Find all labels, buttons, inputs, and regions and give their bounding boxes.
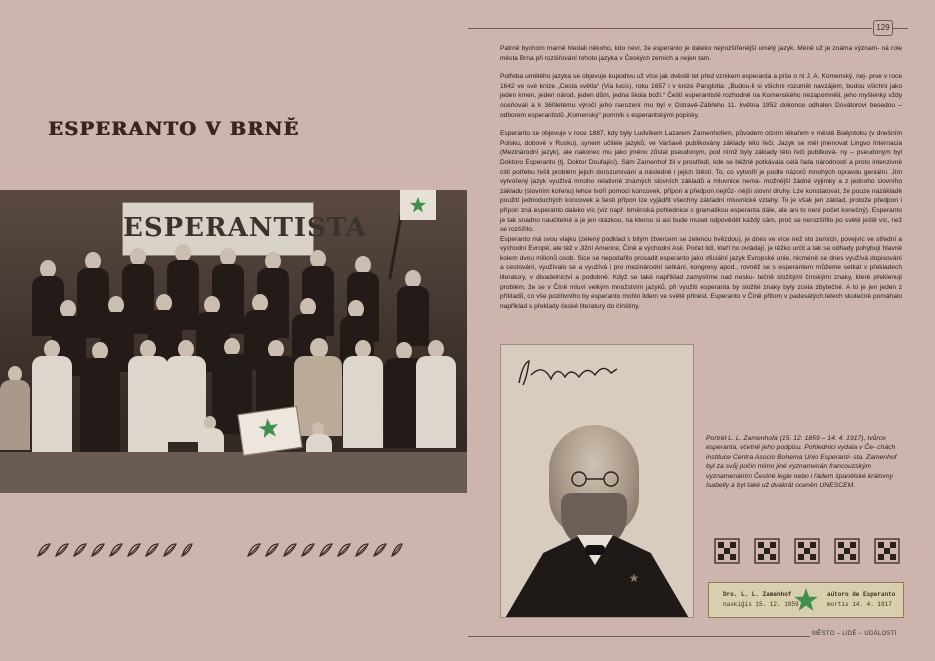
square-ornament-row [714,538,900,564]
stamp-role: aŭtoro de Esperanto [827,591,896,598]
photo-sign [237,406,302,456]
star-icon [256,416,281,441]
article-paragraph: Esperanto má svou vlajku (zelený podklad s bílým čtvercem se zelenou hvězdou), je dnes ve více než sto zemích, povejvíc ve střední a východní Evropě, ale též v Jižní Americe, Číně a východní Asii. Počet lidí, kteří ho ovládají, je těžko určit a tak se odhady pohybují hlavně kolem dvou milionů osob. Sice se nepodařilo prosadit esperanto jako oficiální jazyk Evropské unie, nicméně se dnes využívá dopisování a cestování, využívalo se a využívá i pro mezinárodní setkání, kongresy apod., rovněž se s esperantem můžeme setkat v překladech literatury, v divadelnictví a podobně. Když se také například zamyslíme nad nesku- tečně složitými čínskými znaky, které překlenují problém, že se v Číně mluví velkým množstvím jazyků, při využití esperanta by složité znaky byly zcela zbytečné. A to je jen jeden z příkladů, co vše pozitivního by esperanto mohlo lidem ve světě přinést. Esperanto v Číně přitom v padesátých letech skutečně pomáhalo například s překlady české literatury do čínštiny. [500,235,902,310]
article-paragraph: Potřeba umělého jazyka se objevuje kupodivu už více jak dvěstě let před vznikem esperanta a píše o ní J. A. Komenský, nej- prve v roce 1642 ve své knize „Cesta světla“ (Via lucis), roku 1657 i v knize Panglotia: „Budou-li si všichni rozumět navzájem, budou všichni jako jeden kmen, jeden národ, jeden dům, jedna škola boží.“ Čeští esperantisté rozhodně na Komenského nezapomněli, jeho myšlenky vždy oceňovali a k 360letému výročí jeho narození mu byl v Ostravě-Zábřehu 11. května 1952 dokonce odhalen Dovátorovi besedou – odborem esperantistů „Komenský“ pomník s esperantskými popisky. [500,73,902,119]
square-ornament-icon [714,538,740,564]
leaf-ornament-icon [36,541,194,559]
photo-banner-text: ESPERANTISTA [123,213,367,243]
stamp-name: Dro. L. L. Zamenhof [723,591,792,598]
page-number: 129 [873,20,893,36]
zamenhof-portrait [500,344,694,618]
article-paragraph: Patrně bychom marně hledali někoho, kdo neví, že esperanto je daleko nejrozšířenější umělý jazyk. Méně už je známa význam- ná role města Brna při rozšiřování tohoto jazyka v Českých zemích a nejen tam. [500,45,902,62]
star-icon [409,196,427,214]
star-icon [629,573,639,583]
stamp-born: naskiĝis 15. 12. 1859 [723,601,799,608]
esperanto-stamp [708,582,904,618]
page-title: ESPERANTO V BRNĚ [48,118,300,140]
photo-floor [0,452,467,493]
leaf-ornament-icon [246,541,404,559]
group-photo [0,190,467,493]
glasses-icon [561,471,631,487]
header-rule-end [892,28,908,29]
signature [513,353,623,393]
leaf-ornament-row-right [246,541,404,559]
article-body [500,44,902,320]
footer-rule [468,636,810,637]
esperanto-flag [400,190,436,220]
square-ornament-icon [754,538,780,564]
square-ornament-icon [834,538,860,564]
stamp-died: mortis 14. 4. 1917 [827,601,892,608]
article-paragraph: Esperanto se objevuje v roce 1887, kdy byly Ludvíkem Lazarem Zamenhofem, původem očním lékařem v městě Białystoku (v dnešním Polsku, dobově v Rusku), synem učitele jazyků, ve Varšavě publikovány základy této řeči. Jazyk se měl jmenovat Lingvo Internacia (Mezinárodní jazyk), ale nakonec mu jako jméno zůstal pseudonym, pod nímž byly základy této řeči publiková- ny – pseudonym byl Doktoro Esperanto (tj. Doktor Doufající). Sám Zamenhof žil v prostředí, kde se běžně potkávala celá řada národností a proto intenzivně cítil potřebu řešit problém jejich dorozumívání a následně i jejich štěstí. To, co vytvořil je podle názorů mnohých opravdu geniální. Jím vytvořený jazyk využívá mnoho relativně známých slovních základů a mluvnice nema- možnější žádné výjimky a z jednoho slovního základu (slovním kořenu) lehce tvoří pomocí koncovek, přípon a předpon nejrůz- nější slovní druhy. Lze konstatovat, že pouze nazákladě použití jednoduchých koncovek a šesti přípon lze vyjádřit všechny základní mluvnické vztahy. To je však jen základ, protože předpon i přípon zná esperanto daleko víc (viz např. brněnská pohlednice s gramatikou esperanta dále, ale ani to není počet konečný). Esperanto je tak snadno naučitelné a je jen otázkou, na kterou si asi bude muset odpovědět každý sám, proč se nerozšířilo po světě ještě víc, než se rozšířilo. [500,130,902,234]
header-rule [468,28,872,29]
star-icon [793,587,819,613]
leaf-ornament-row-left [36,541,194,559]
footer-section-label: MĚSTO – LIDÉ – UDÁLOSTI [812,631,897,637]
portrait-tie [585,545,605,555]
square-ornament-icon [794,538,820,564]
square-ornament-icon [874,538,900,564]
portrait-caption: Portrét L. L. Zamenhofa (15. 12. 1859 – 14. 4. 1917), tvůrce esperanta, včetně jeho podpisu. Pohlednici vydala v Če- chách instituce Centra Asocio Bohema Unio Esperanti- sta. Zamenhof byl za svůj počin mimo jiné vyznamenán francouzským vyznamenáním Čestné legie nebo i řádem španělské královny Isabelly a byl také už dvakrát oceněn UNESCEM. [706,435,897,490]
photo-banner [122,202,367,256]
